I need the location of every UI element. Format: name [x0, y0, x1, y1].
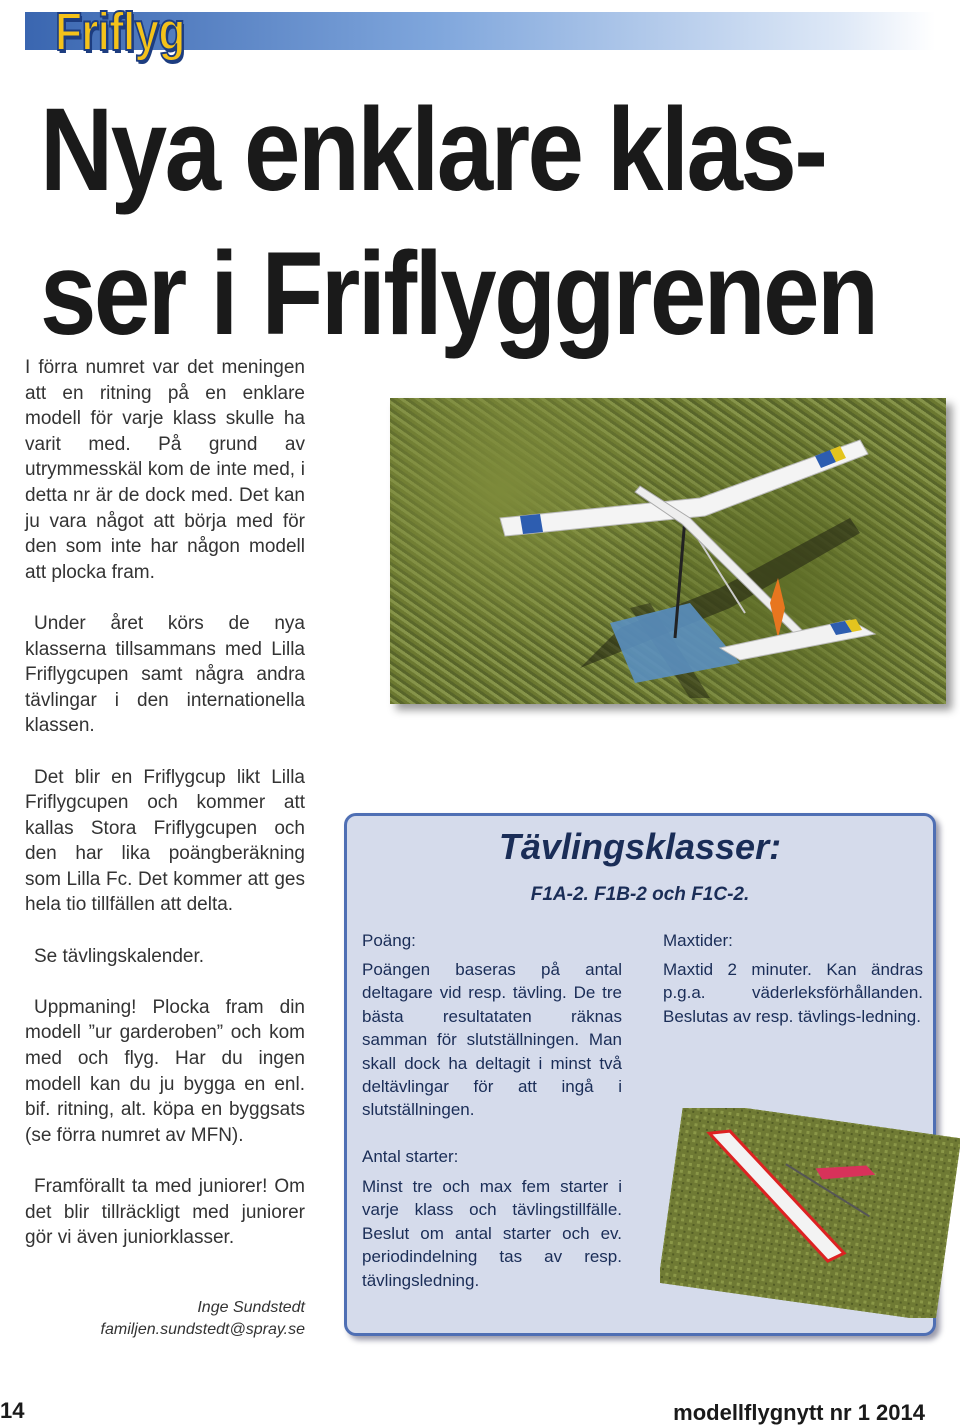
headline-line-2: ser i Friflyggrenen: [40, 228, 877, 360]
max-times-text: Maxtid 2 minuter. Kan ändras p.g.a. väderleksförhållanden. Beslutas av resp. tävlings-ledning.: [663, 960, 923, 1026]
starts-text: Minst tre och max fem starter i varje klass och tävlingstillfälle. Beslut om antal starter och ev. periodindelning tas av resp. tävlingsledning.: [362, 1177, 622, 1290]
paragraph: I förra numret var det meningen att en ritning på en enklare modell för varje klass skulle ha varit med. På grund av utrymmesskäl kom de inte med, i detta nr är de dock med. Det kan ju vara något att börja med för den som inte har någon modell att plocka fram.: [25, 357, 305, 583]
paragraph: Under året körs de nya klasserna tillsammans med Lilla Friflygcupen samt några andra tävlingar i den internationella klassen.: [25, 612, 305, 737]
article-body: [25, 355, 305, 1276]
points-heading: Poäng:: [362, 931, 416, 950]
glider-photo-1: [390, 398, 946, 704]
paragraph: Framförallt ta med juniorer! Om det blir tillräckligt med juniorer gör vi även juniorklasser.: [25, 1176, 305, 1249]
box-title: Tävlingsklasser:: [498, 826, 782, 867]
paragraph: Det blir en Friflygcup likt Lilla Friflygcupen och kommer att kallas Stora Friflygcupen och den har lika poängberäkning som Lilla Fc. Det kommer att ges hela tio tillfällen att delta.: [25, 766, 305, 916]
page-number: 14: [0, 1398, 25, 1423]
author-email: familjen.sundstedt@spray.se: [100, 1321, 305, 1338]
points-text: Poängen baseras på antal deltagare vid resp. tävling. De tre bästa resultataten räknas samman för slutställningen. Man skall dock ha deltagit i minst två deltävlingar för att ingå i slutställningen.: [362, 960, 622, 1120]
magazine-issue: modellflygnytt nr 1 2014: [673, 1400, 925, 1425]
glider-photo-2: [660, 1108, 956, 1308]
paragraph: Se tävlingskalender.: [34, 945, 205, 967]
headline-line-1: Nya enklare klas-: [40, 84, 826, 216]
section-label: Friflyg: [55, 2, 185, 62]
author-name: Inge Sundstedt: [197, 1299, 305, 1316]
paragraph: Uppmaning! Plocka fram din modell ”ur garderoben” och kom med och flyg. Har du ingen modell kan du ju bygga en enl. bif. ritning, alt. köpa en byggsats (se förra numret av MFN).: [25, 996, 305, 1146]
max-times-heading: Maxtider:: [663, 931, 733, 950]
headline: [40, 78, 877, 366]
starts-heading: Antal starter:: [362, 1147, 459, 1166]
box-subtitle: F1A-2. F1B-2 och F1C-2.: [530, 884, 750, 905]
